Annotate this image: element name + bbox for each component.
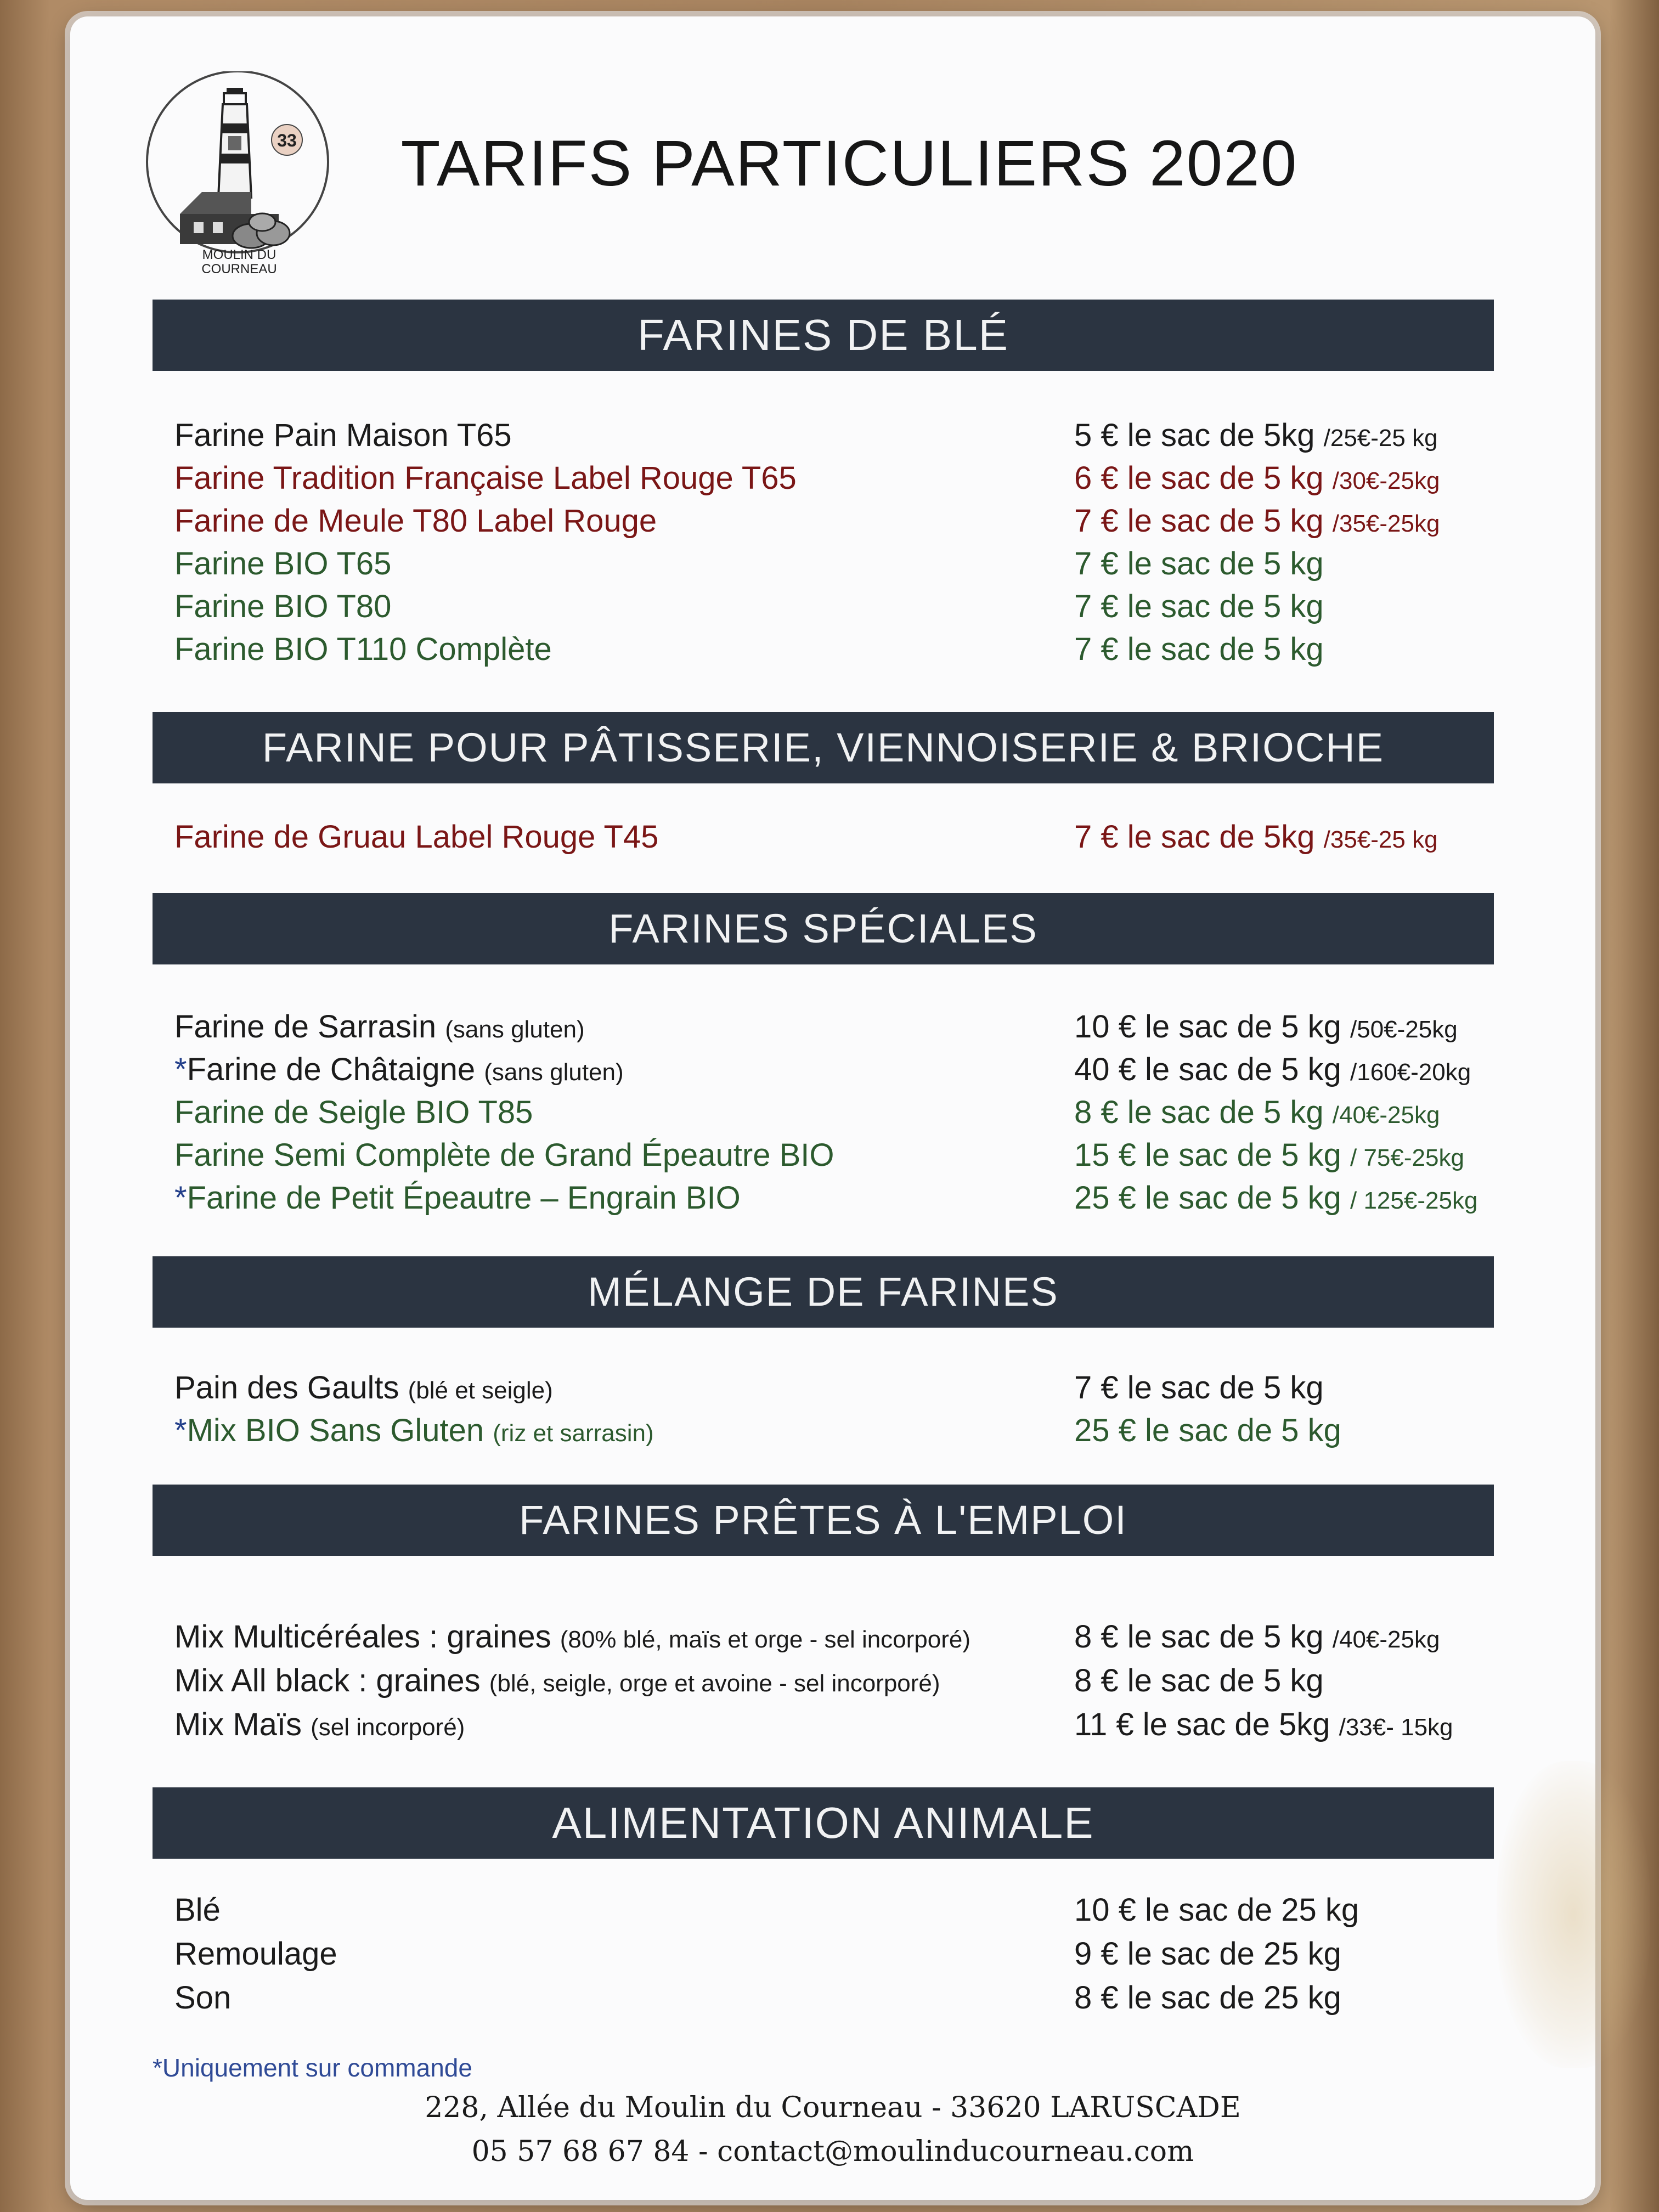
bulk-price: / 125€-25kg <box>1350 1187 1478 1214</box>
product-note: (sans gluten) <box>484 1059 624 1086</box>
price-row <box>174 631 1524 675</box>
product-price: 6 € le sac de 5 kg /30€-25kg <box>1074 460 1440 496</box>
section-heading-pretes: FARINES PRÊTES À L'EMPLOI <box>153 1485 1494 1556</box>
product-note: (80% blé, maïs et orge - sel incorporé) <box>560 1626 971 1653</box>
product-name: Farine de Sarrasin (sans gluten) <box>174 1009 585 1045</box>
water-stain <box>1497 1761 1650 2068</box>
lighthouse-mill-icon <box>142 71 339 280</box>
product-name: Farine de Gruau Label Rouge T45 <box>174 819 659 855</box>
price-row <box>174 1412 1524 1456</box>
price-row <box>174 1051 1524 1095</box>
bulk-price: / 75€-25kg <box>1350 1144 1464 1171</box>
product-name: Farine Semi Complète de Grand Épeautre BIO <box>174 1137 834 1173</box>
product-name: *Farine de Petit Épeautre – Engrain BIO <box>174 1180 741 1216</box>
price-row <box>174 503 1524 546</box>
price-row <box>174 1180 1524 1223</box>
product-price: 7 € le sac de 5 kg <box>1074 1370 1324 1406</box>
product-name: *Mix BIO Sans Gluten (riz et sarrasin) <box>174 1413 654 1448</box>
product-name <box>174 1051 624 1088</box>
product-price: 25 € le sac de 5 kg <box>1074 1413 1341 1448</box>
asterisk-marker: * <box>174 1180 187 1216</box>
asterisk-marker: * <box>174 1413 187 1448</box>
price-row <box>174 1137 1524 1181</box>
price-row <box>174 460 1524 504</box>
product-price: 5 € le sac de 5kg /25€-25 kg <box>1074 417 1438 453</box>
product-name: Blé <box>174 1892 221 1928</box>
product-price: 7 € le sac de 5 kg <box>1074 589 1324 624</box>
price-row <box>174 1979 1524 2023</box>
section-heading-patisserie: FARINE POUR PÂTISSERIE, VIENNOISERIE & BRIOCHE <box>153 712 1494 783</box>
product-price: 25 € le sac de 5 kg / 125€-25kg <box>1074 1180 1478 1216</box>
price-row <box>174 1662 1524 1706</box>
bulk-price: /50€-25kg <box>1350 1016 1458 1043</box>
logo-text-line2: COURNEAU <box>201 262 277 276</box>
product-price: 40 € le sac de 5 kg /160€-20kg <box>1074 1052 1471 1087</box>
product-price: 8 € le sac de 5 kg /40€-25kg <box>1074 1619 1440 1655</box>
product-price: 9 € le sac de 25 kg <box>1074 1936 1341 1972</box>
postal-address: 228, Allée du Moulin du Courneau - 33620 LARUSCADE <box>425 2091 1241 2124</box>
price-row <box>174 588 1524 632</box>
product-note: (blé, seigle, orge et avoine - sel incorporé) <box>489 1670 940 1697</box>
price-row <box>174 545 1524 589</box>
product-price: 15 € le sac de 5 kg / 75€-25kg <box>1074 1137 1464 1173</box>
product-price: 8 € le sac de 5 kg /40€-25kg <box>1074 1094 1440 1130</box>
price-row <box>174 1369 1524 1413</box>
product-name: Farine Pain Maison T65 <box>174 417 512 453</box>
price-sheet <box>70 16 1595 2200</box>
product-name: Mix Multicéréales : graines (80% blé, maïs et orge - sel incorporé) <box>174 1619 971 1655</box>
logo-text-line1: MOULIN DU <box>202 247 276 262</box>
product-name: Farine BIO T110 Complète <box>174 631 552 667</box>
product-note: (sel incorporé) <box>311 1714 465 1741</box>
product-name: Mix Maïs (sel incorporé) <box>174 1707 465 1742</box>
bulk-price: /40€-25kg <box>1332 1102 1440 1128</box>
product-price: 7 € le sac de 5 kg /35€-25kg <box>1074 503 1440 539</box>
bulk-price: /160€-20kg <box>1350 1059 1471 1086</box>
badge-number: 33 <box>277 131 297 150</box>
price-row <box>174 417 1524 461</box>
mill-logo <box>142 71 339 280</box>
product-note: (riz et sarrasin) <box>493 1420 654 1447</box>
product-price: 8 € le sac de 5 kg <box>1074 1663 1324 1699</box>
contact-line: 05 57 68 67 84 - contact@moulinducourneau.com <box>471 2135 1194 2168</box>
product-price: 10 € le sac de 25 kg <box>1074 1892 1359 1928</box>
product-name: Farine BIO T80 <box>174 589 392 624</box>
asterisk-marker: * <box>174 1052 187 1087</box>
product-price: 11 € le sac de 5kg /33€- 15kg <box>1074 1707 1453 1742</box>
price-row <box>174 1094 1524 1138</box>
section-heading-melange: MÉLANGE DE FARINES <box>153 1256 1494 1328</box>
bulk-price: /35€-25 kg <box>1323 826 1438 853</box>
product-name: Farine BIO T65 <box>174 546 392 582</box>
price-row <box>174 1618 1524 1662</box>
section-heading-animale: ALIMENTATION ANIMALE <box>153 1787 1494 1859</box>
bulk-price: /35€-25kg <box>1332 510 1440 537</box>
bulk-price: /30€-25kg <box>1332 467 1440 494</box>
price-row <box>174 1008 1524 1052</box>
product-name: Pain des Gaults (blé et seigle) <box>174 1370 553 1406</box>
product-name: Farine Tradition Française Label Rouge T65 <box>174 460 797 496</box>
product-price: 10 € le sac de 5 kg /50€-25kg <box>1074 1009 1458 1045</box>
product-name-text: *Farine de Châtaigne <box>174 1052 476 1087</box>
product-name: Son <box>174 1980 232 2016</box>
page-title: TARIFS PARTICULIERS 2020 <box>400 127 1298 200</box>
product-price: 8 € le sac de 25 kg <box>1074 1980 1341 2016</box>
product-price: 7 € le sac de 5kg /35€-25 kg <box>1074 819 1438 855</box>
bulk-price: /25€-25 kg <box>1323 425 1438 452</box>
order-footnote: *Uniquement sur commande <box>153 2053 472 2082</box>
product-note: (sans gluten) <box>445 1016 585 1043</box>
product-note: (blé et seigle) <box>408 1377 553 1404</box>
bulk-price: /40€-25kg <box>1332 1626 1440 1653</box>
price-row <box>174 1892 1524 1936</box>
price-row <box>174 1936 1524 1979</box>
product-name: Remoulage <box>174 1936 337 1972</box>
product-name: Farine de Meule T80 Label Rouge <box>174 503 657 539</box>
product-name: Farine de Seigle BIO T85 <box>174 1094 533 1130</box>
bulk-price: /33€- 15kg <box>1339 1714 1453 1741</box>
section-heading-speciales: FARINES SPÉCIALES <box>153 893 1494 964</box>
price-row <box>174 1706 1524 1750</box>
price-row <box>174 819 1524 862</box>
section-heading-ble: FARINES DE BLÉ <box>153 300 1494 371</box>
product-name: Mix All black : graines (blé, seigle, orge et avoine - sel incorporé) <box>174 1663 940 1699</box>
product-price: 7 € le sac de 5 kg <box>1074 631 1324 667</box>
product-price: 7 € le sac de 5 kg <box>1074 546 1324 582</box>
